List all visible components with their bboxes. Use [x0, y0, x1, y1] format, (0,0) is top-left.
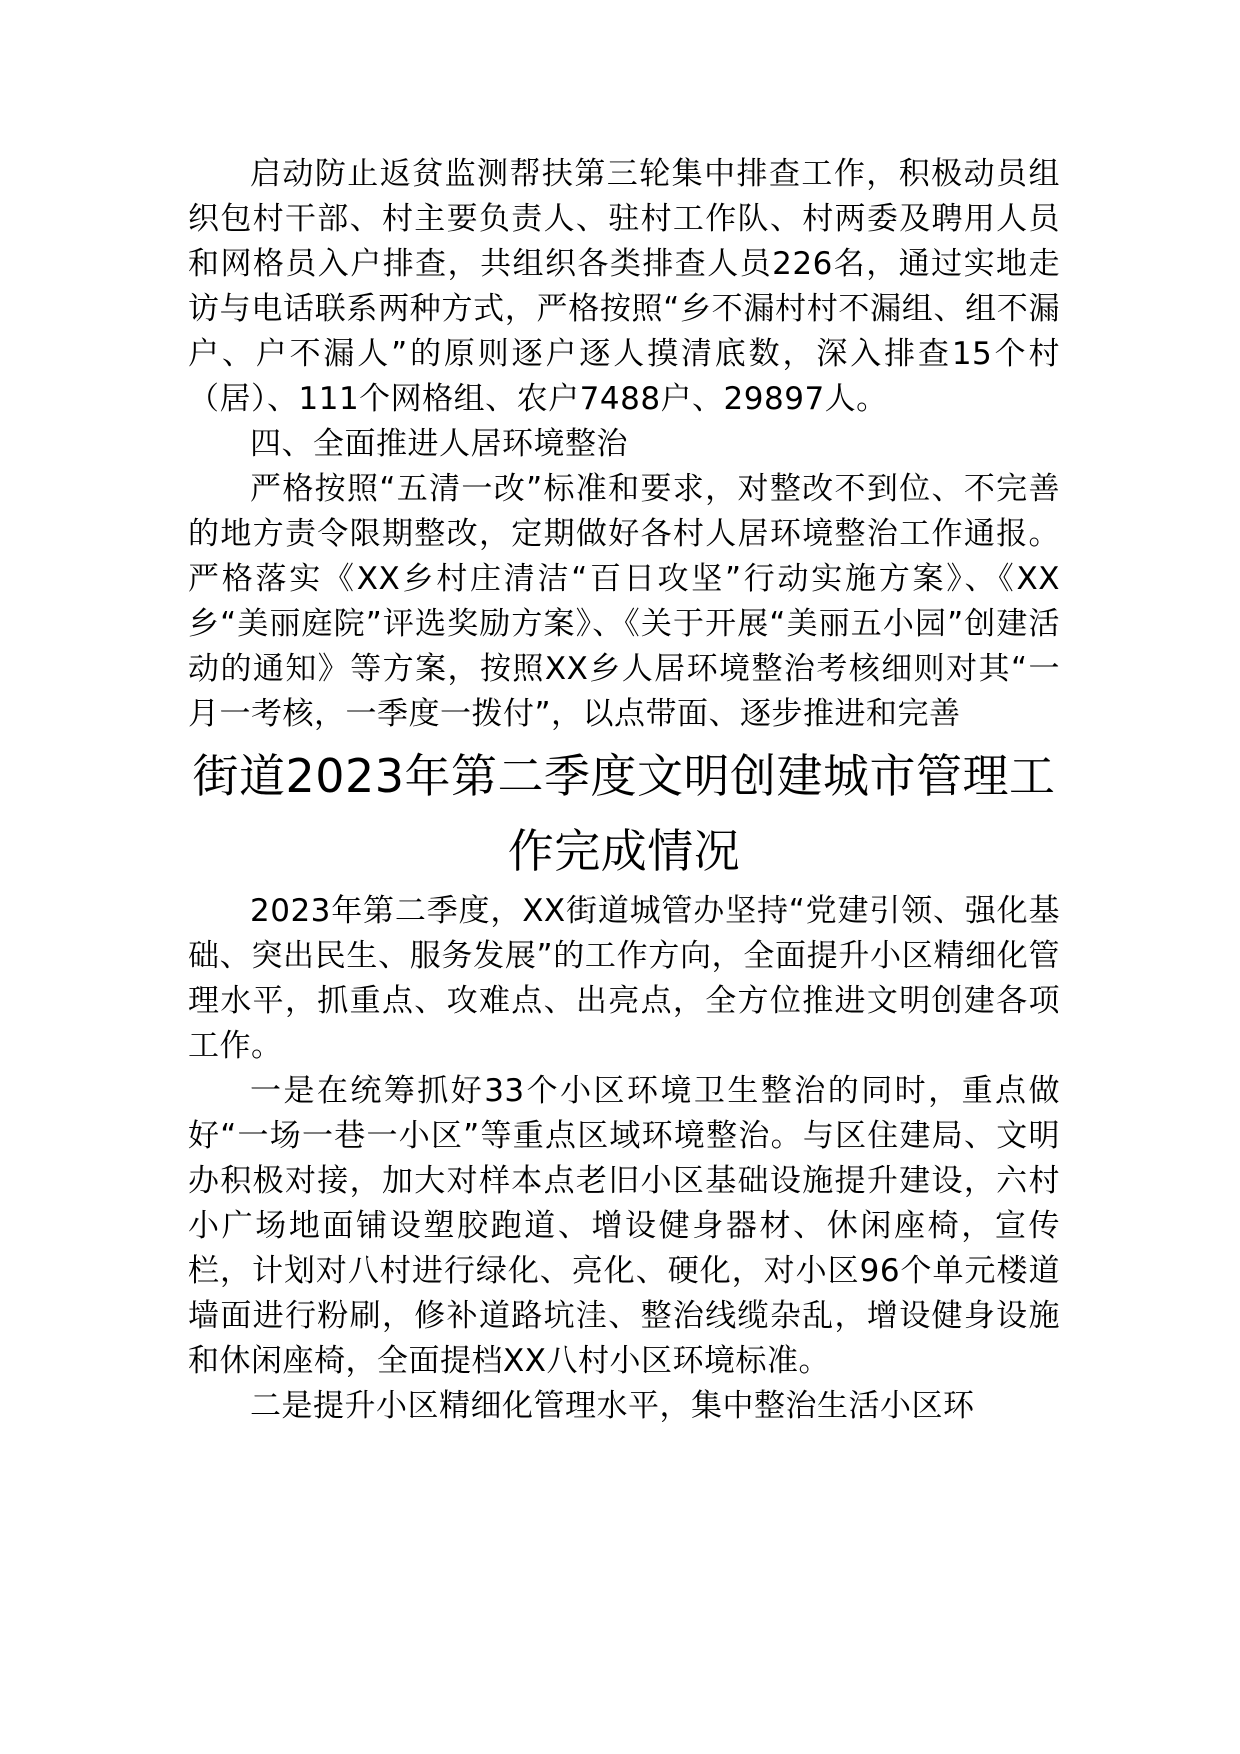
paragraph-poverty-monitoring: 启动防止返贫监测帮扶第三轮集中排查工作，积极动员组织包村干部、村主要负责人、驻村工作队、村两委及聘用人员和网格员入户排查，共组织各类排查人员226名，通过实地走访与电话联系两种方式，严格按照“乡不漏村村不漏组、组不漏户、户不漏人”的原则逐户逐人摸清底数，深入排查15个村（居）、111个网格组、农户7488户、29897人。: [188, 156, 1060, 417]
paragraph-intro: 2023年第二季度，XX街道城管办坚持“党建引领、强化基础、突出民生、服务发展”的工作方向，全面提升小区精细化管理水平，抓重点、攻难点、出亮点，全方位推进文明创建各项工作。: [188, 893, 1060, 1064]
paragraph-point-one: 一是在统筹抓好33个小区环境卫生整治的同时，重点做好“一场一巷一小区”等重点区域环境整治。与区住建局、文明办积极对接，加大对样本点老旧小区基础设施提升建设，六村小广场地面铺设塑胶跑道、增设健身器材、休闲座椅，宣传栏，计划对八村进行绿化、亮化、硬化，对小区96个单元楼道墙面进行粉刷，修补道路坑洼、整治线缆杂乱，增设健身设施和休闲座椅，全面提档XX八村小区环境标准。: [188, 1073, 1060, 1379]
document-page: [188, 152, 1060, 1429]
document-title: 街道2023年第二季度文明创建城市管理工作完成情况: [192, 749, 1056, 878]
section-heading-living-environment: 四、全面推进人居环境整治: [250, 426, 628, 462]
paragraph-point-two: 二是提升小区精细化管理水平，集中整治生活小区环: [250, 1388, 975, 1424]
paragraph-living-environment: 严格按照“五清一改”标准和要求，对整改不到位、不完善的地方责令限期整改，定期做好各村人居环境整治工作通报。严格落实《XX乡村庄清洁“百日攻坚”行动实施方案》、《XX乡“美丽庭院”评选奖励方案》、《关于开展“美丽五小园”创建活动的通知》等方案，按照XX乡人居环境整治考核细则对其“一月一考核，一季度一拨付”，以点带面、逐步推进和完善: [188, 471, 1060, 732]
